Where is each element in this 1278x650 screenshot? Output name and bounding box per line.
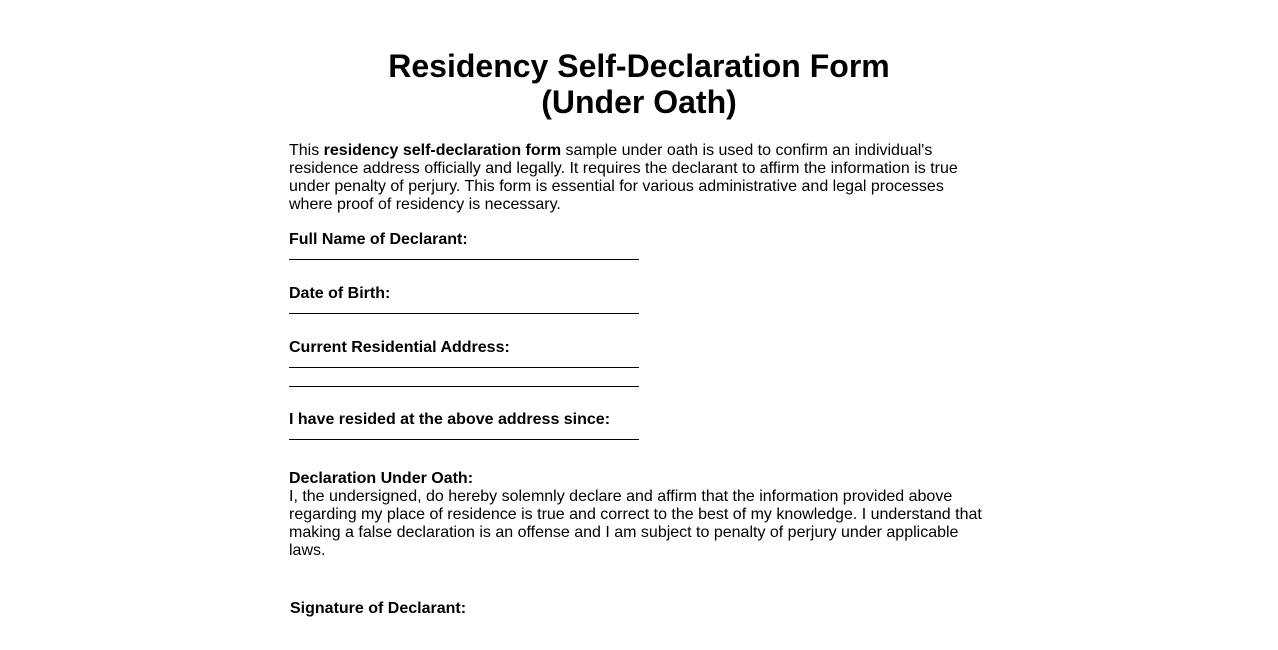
signature-section — [290, 600, 989, 618]
title-line-2: (Under Oath) — [541, 84, 737, 120]
intro-text-start: This — [289, 142, 324, 159]
intro-text-rest: sample under oath is used to confirm an individual's residence address officially and legally. It requires the declarant to affirm the information is true under penalty of perjury. This form is essential for various administrative and legal processes where proof of residency is necessary. — [289, 142, 958, 213]
declaration-section — [289, 470, 989, 560]
full-name-line[interactable] — [289, 259, 639, 260]
declaration-text: I, the undersigned, do hereby solemnly declare and affirm that the information provided above regarding my place of residence is true and correct to the best of my knowledge. I understand that making a false declaration is an offense and I am subject to penalty of perjury under applicable laws. — [289, 488, 982, 559]
full-name-label: Full Name of Declarant: — [289, 231, 468, 248]
declaration-heading: Declaration Under Oath: — [289, 470, 474, 487]
form-body — [289, 142, 989, 618]
title-line-1: Residency Self-Declaration Form — [388, 48, 890, 84]
address-line-2[interactable] — [289, 386, 639, 387]
date-of-birth-line[interactable] — [289, 313, 639, 314]
address-label: Current Residential Address: — [289, 339, 510, 356]
intro-paragraph — [289, 142, 989, 214]
document-title — [0, 48, 1278, 120]
address-line-1[interactable] — [289, 367, 639, 368]
resided-since-line[interactable] — [289, 439, 639, 440]
date-of-birth-label: Date of Birth: — [289, 285, 391, 302]
address-field — [289, 339, 989, 387]
signature-label: Signature of Declarant: — [290, 600, 467, 617]
resided-since-field — [289, 411, 989, 440]
date-of-birth-field — [289, 285, 989, 314]
intro-bold-term: residency self-declaration form — [323, 142, 562, 159]
resided-since-label: I have resided at the above address since: — [289, 411, 611, 428]
full-name-field — [289, 231, 989, 260]
